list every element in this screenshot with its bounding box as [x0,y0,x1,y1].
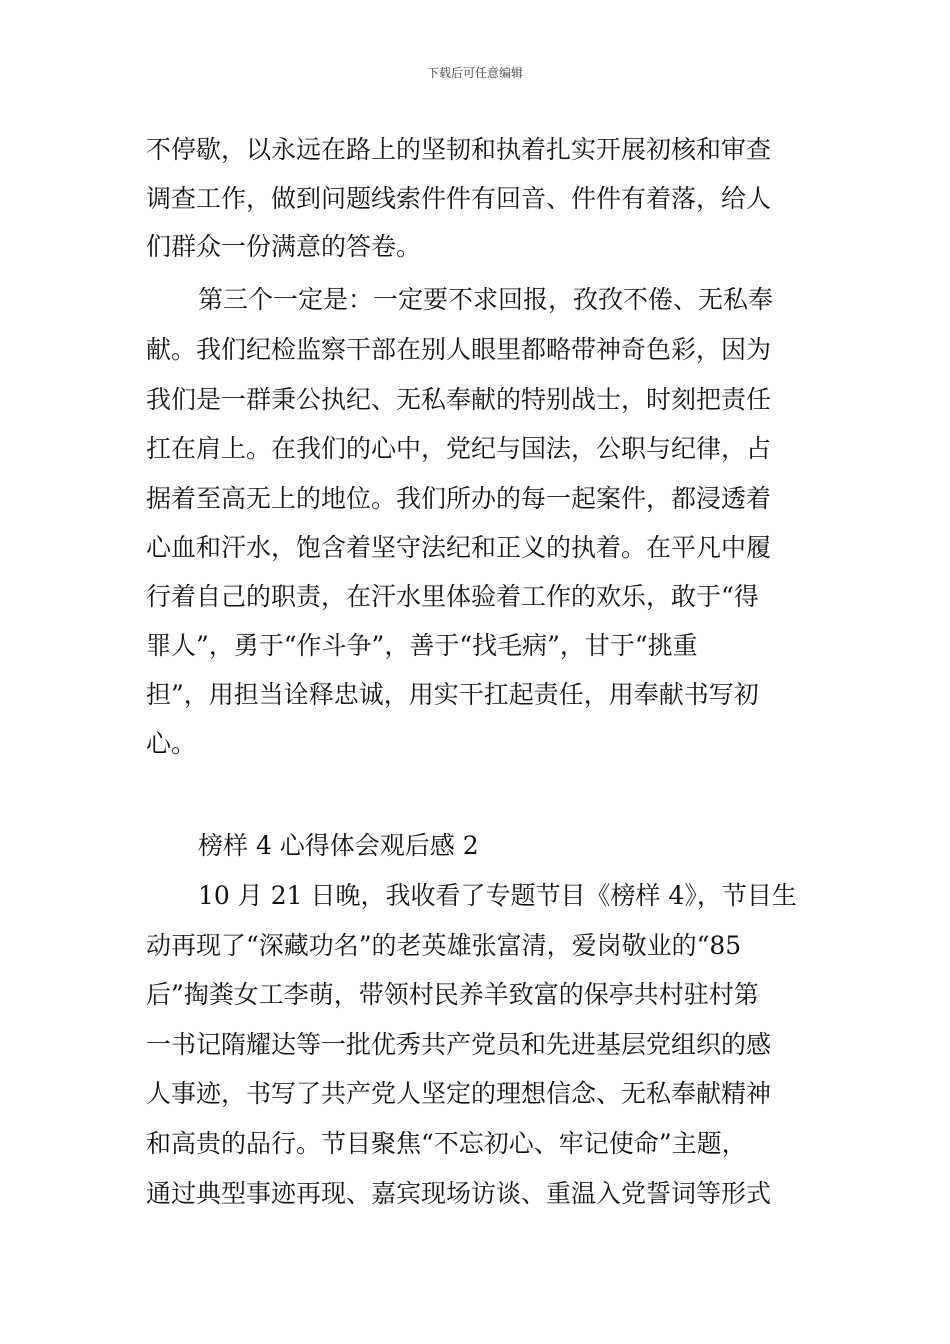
paragraph-line: 我们是一群秉公执纪、无私奉献的特别战士，时刻把责任 [146,385,772,414]
paragraph-line: 和高贵的品行。节目聚焦“不忘初心、牢记使命”主题， [146,1129,747,1158]
page-header: 下载后可任意编辑 [426,66,523,80]
paragraph-line: 据着至高无上的地位。我们所办的每一起案件，都浸透着 [146,484,772,513]
paragraph-line: 通过典型事迹再现、嘉宾现场访谈、重温入党誓词等形式 [146,1179,772,1208]
paragraph-line: 们群众一份满意的答卷。 [146,232,422,261]
paragraph-line: 行着自己的职责，在汗水里体验着工作的欢乐，敢于“得 [146,582,759,611]
paragraph-line: 不停歇，以永远在路上的坚韧和执着扎实开展初核和审查 [146,135,772,164]
paragraph-line: 扛在肩上。在我们的心中，党纪与国法，公职与纪律，占 [146,434,772,463]
paragraph-line: 人事迹，书写了共产党人坚定的理想信念、无私奉献精神 [146,1079,772,1108]
paragraph-line: 献。我们纪检监察干部在别人眼里都略带神奇色彩，因为 [146,335,772,364]
section-title: 榜样 4 心得体会观后感 2 [198,831,479,860]
paragraph-line: 担”，用担当诠释忠诚，用实干扛起责任，用奉献书写初 [146,680,759,709]
paragraph-line: 动再现了“深藏功名”的老英雄张富清，爱岗敬业的“85 [146,931,742,960]
paragraph-line: 心血和汗水，饱含着坚守法纪和正义的执着。在平凡中履 [146,533,772,562]
paragraph-line: 10 月 21 日晚，我收看了专题节目《榜样 4》，节目生 [198,881,797,910]
paragraph-line: 后”掏粪女工李萌，带领村民养羊致富的保亭共村驻村第 [146,980,759,1009]
paragraph-line: 一书记隋耀达等一批优秀共产党员和先进基层党组织的感 [146,1030,772,1059]
paragraph-line: 心。 [146,729,197,758]
paragraph-line: 第三个一定是：一定要不求回报，孜孜不倦、无私奉 [198,285,774,314]
paragraph-line: 罪人”，勇于“作斗争”，善于“找毛病”，甘于“挑重 [146,631,698,660]
paragraph-line: 调查工作，做到问题线索件件有回音、件件有着落，给人 [146,184,772,213]
